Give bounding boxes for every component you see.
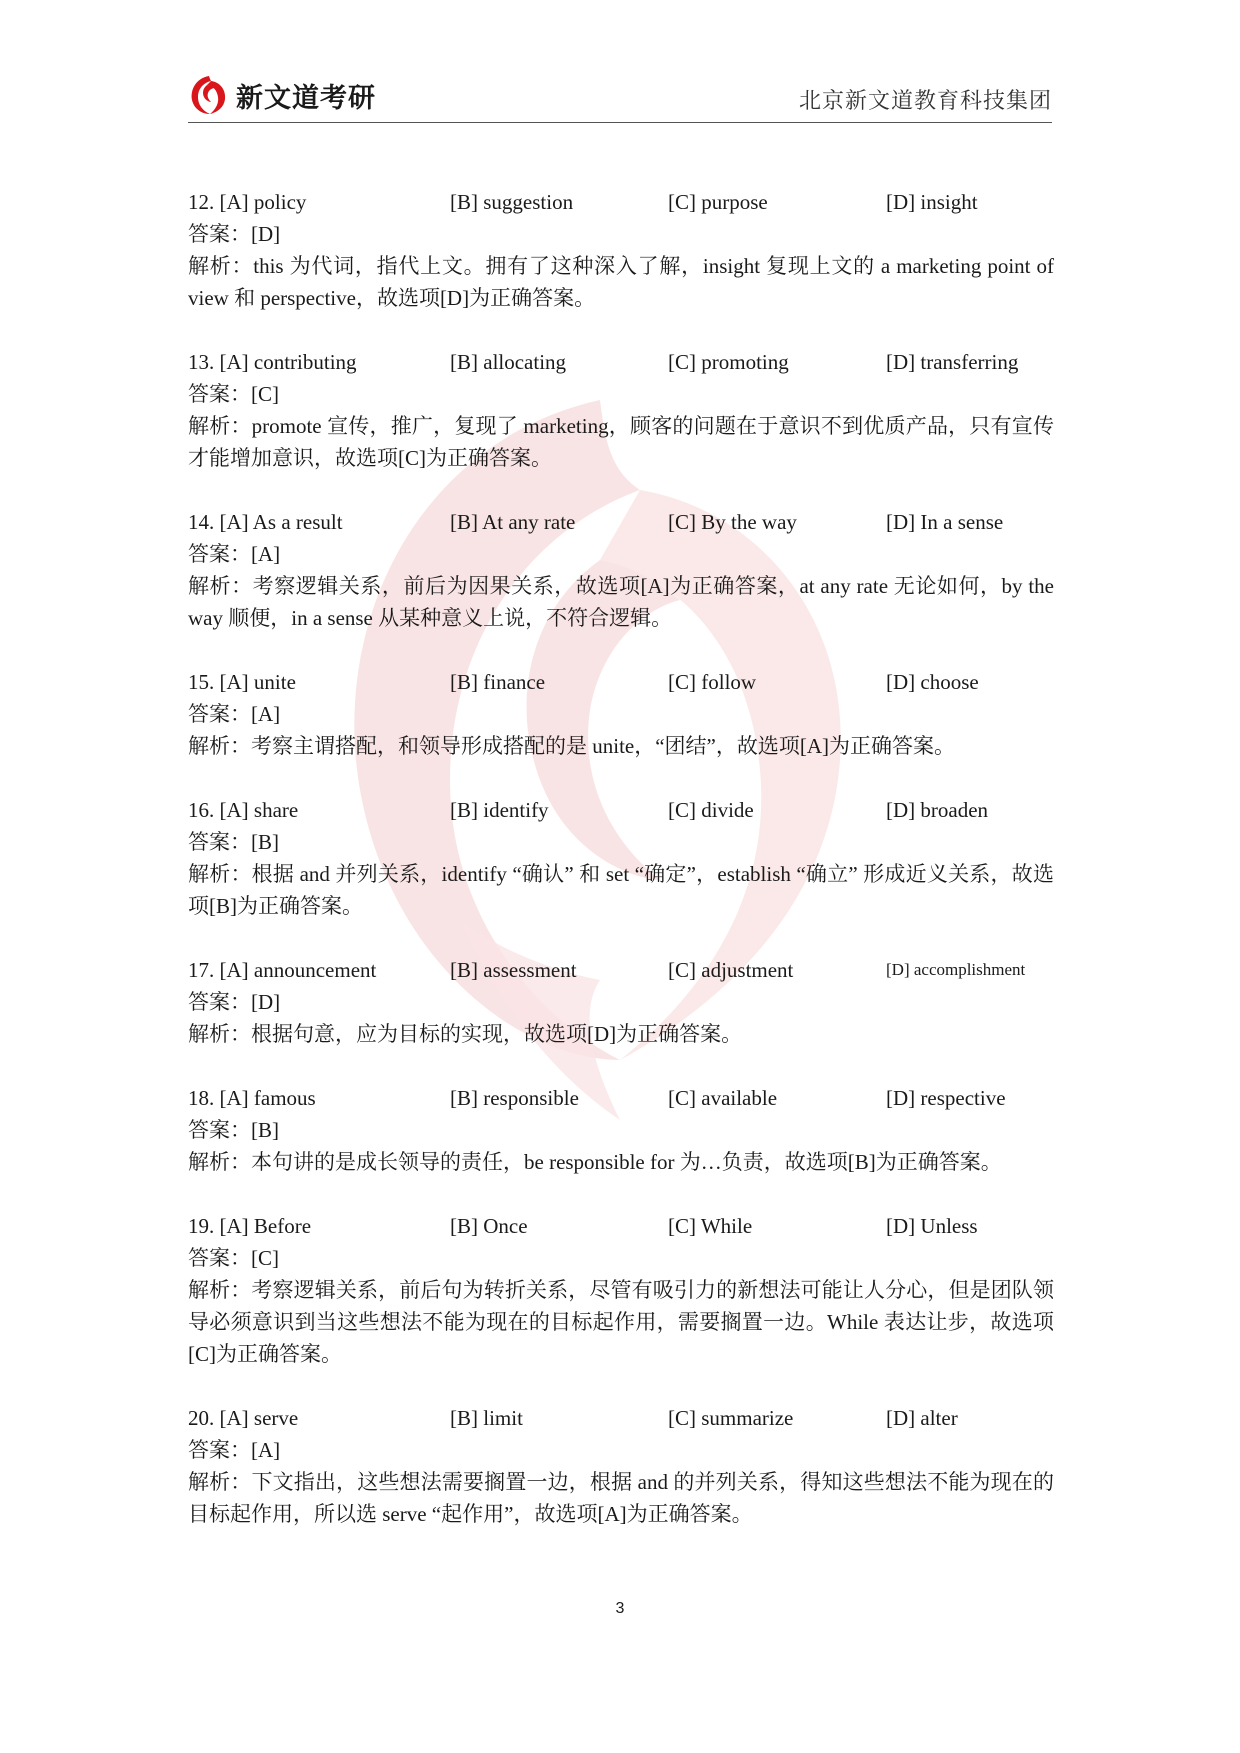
answer-line: 答案：[D]	[188, 222, 281, 246]
option-c: [C] follow	[668, 670, 757, 694]
answer-line: 答案：[A]	[188, 702, 281, 726]
option-d: [D] Unless	[886, 1214, 978, 1238]
analysis-text: 解析：本句讲的是成长领导的责任，be responsible for 为…负责，故选项[B]为正确答案。	[188, 1150, 1002, 1174]
organization-name: 北京新文道教育科技集团	[798, 88, 1052, 113]
page-number: 3	[615, 1600, 625, 1617]
option-a: 20. [A] serve	[188, 1406, 299, 1430]
option-d: [D] transferring	[886, 350, 1019, 374]
options-line	[188, 1210, 1054, 1242]
question-block	[188, 666, 1054, 762]
answer-line: 答案：[D]	[188, 990, 281, 1014]
options-line	[188, 346, 1054, 378]
option-b: [B] Once	[450, 1214, 528, 1238]
analysis-text: 解析：根据句意，应为目标的实现，故选项[D]为正确答案。	[188, 1022, 743, 1046]
option-b: [B] At any rate	[450, 510, 576, 534]
answer-line: 答案：[C]	[188, 382, 279, 406]
option-c: [C] promoting	[668, 350, 789, 374]
question-block	[188, 794, 1054, 922]
option-b: [B] responsible	[450, 1086, 579, 1110]
brand-name: 新文道考研	[236, 82, 376, 114]
option-b: [B] limit	[450, 1406, 523, 1430]
question-block	[188, 346, 1054, 474]
options-line	[188, 954, 1054, 986]
question-block	[188, 1210, 1054, 1370]
question-block	[188, 1082, 1054, 1178]
option-d: [D] insight	[886, 190, 978, 214]
analysis-text: 解析：考察主谓搭配，和领导形成搭配的是 unite，“团结”，故选项[A]为正确答案。	[188, 734, 956, 758]
option-a: 19. [A] Before	[188, 1214, 312, 1238]
page-header	[188, 72, 1052, 123]
answer-line: 答案：[A]	[188, 1438, 281, 1462]
answer-line: 答案：[B]	[188, 1118, 279, 1142]
brand-logo	[188, 74, 376, 116]
option-b: [B] allocating	[450, 350, 567, 374]
option-c: [C] adjustment	[668, 958, 794, 982]
option-d: [D] broaden	[886, 798, 989, 822]
option-c: [C] By the way	[668, 510, 797, 534]
option-d: [D] accomplishment	[886, 960, 1026, 979]
answer-explanations	[188, 186, 1054, 1562]
analysis-text: 解析：根据 and 并列关系，identify “确认” 和 set “确定”，establish “确立” 形成近义关系，故选项[B]为正确答案。	[188, 862, 1054, 918]
option-b: [B] suggestion	[450, 190, 574, 214]
analysis-text: 解析：this 为代词，指代上文。拥有了这种深入了解，insight 复现上文的 a marketing point of view 和 perspective，故选项[D]为正确答案。	[188, 254, 1054, 310]
option-a: 13. [A] contributing	[188, 350, 357, 374]
option-a: 15. [A] unite	[188, 670, 296, 694]
question-block	[188, 186, 1054, 314]
option-d: [D] In a sense	[886, 510, 1004, 534]
option-a: 18. [A] famous	[188, 1086, 316, 1110]
answer-line: 答案：[A]	[188, 542, 281, 566]
option-a: 14. [A] As a result	[188, 510, 343, 534]
option-d: [D] choose	[886, 670, 979, 694]
option-a: 16. [A] share	[188, 798, 299, 822]
option-d: [D] respective	[886, 1086, 1006, 1110]
answer-line: 答案：[C]	[188, 1246, 279, 1270]
question-block	[188, 954, 1054, 1050]
option-b: [B] finance	[450, 670, 546, 694]
answer-line: 答案：[B]	[188, 830, 279, 854]
question-block	[188, 1402, 1054, 1530]
options-line	[188, 666, 1054, 698]
analysis-text: 解析：promote 宣传，推广，复现了 marketing，顾客的问题在于意识不到优质产品，只有宣传才能增加意识，故选项[C]为正确答案。	[188, 414, 1054, 470]
option-a: 12. [A] policy	[188, 190, 307, 214]
analysis-text: 解析：考察逻辑关系，前后为因果关系，故选项[A]为正确答案，at any rate 无论如何，by the way 顺便，in a sense 从某种意义上说，不符合逻辑。	[188, 574, 1054, 630]
option-d: [D] alter	[886, 1406, 958, 1430]
option-a: 17. [A] announcement	[188, 958, 377, 982]
options-line	[188, 794, 1054, 826]
analysis-text: 解析：下文指出，这些想法需要搁置一边，根据 and 的并列关系，得知这些想法不能为现在的目标起作用，所以选 serve “起作用”，故选项[A]为正确答案。	[188, 1470, 1054, 1526]
options-line	[188, 506, 1054, 538]
option-c: [C] available	[668, 1086, 778, 1110]
phoenix-logo-icon	[188, 74, 230, 116]
option-c: [C] summarize	[668, 1406, 794, 1430]
options-line	[188, 1402, 1054, 1434]
option-b: [B] assessment	[450, 958, 577, 982]
analysis-text: 解析：考察逻辑关系，前后句为转折关系，尽管有吸引力的新想法可能让人分心，但是团队领导必须意识到当这些想法不能为现在的目标起作用，需要搁置一边。While 表达让步，故选项[C]为正确答案。	[188, 1278, 1054, 1366]
option-c: [C] divide	[668, 798, 754, 822]
options-line	[188, 186, 1054, 218]
question-block	[188, 506, 1054, 634]
option-c: [C] purpose	[668, 190, 768, 214]
options-line	[188, 1082, 1054, 1114]
option-c: [C] While	[668, 1214, 753, 1238]
option-b: [B] identify	[450, 798, 549, 822]
